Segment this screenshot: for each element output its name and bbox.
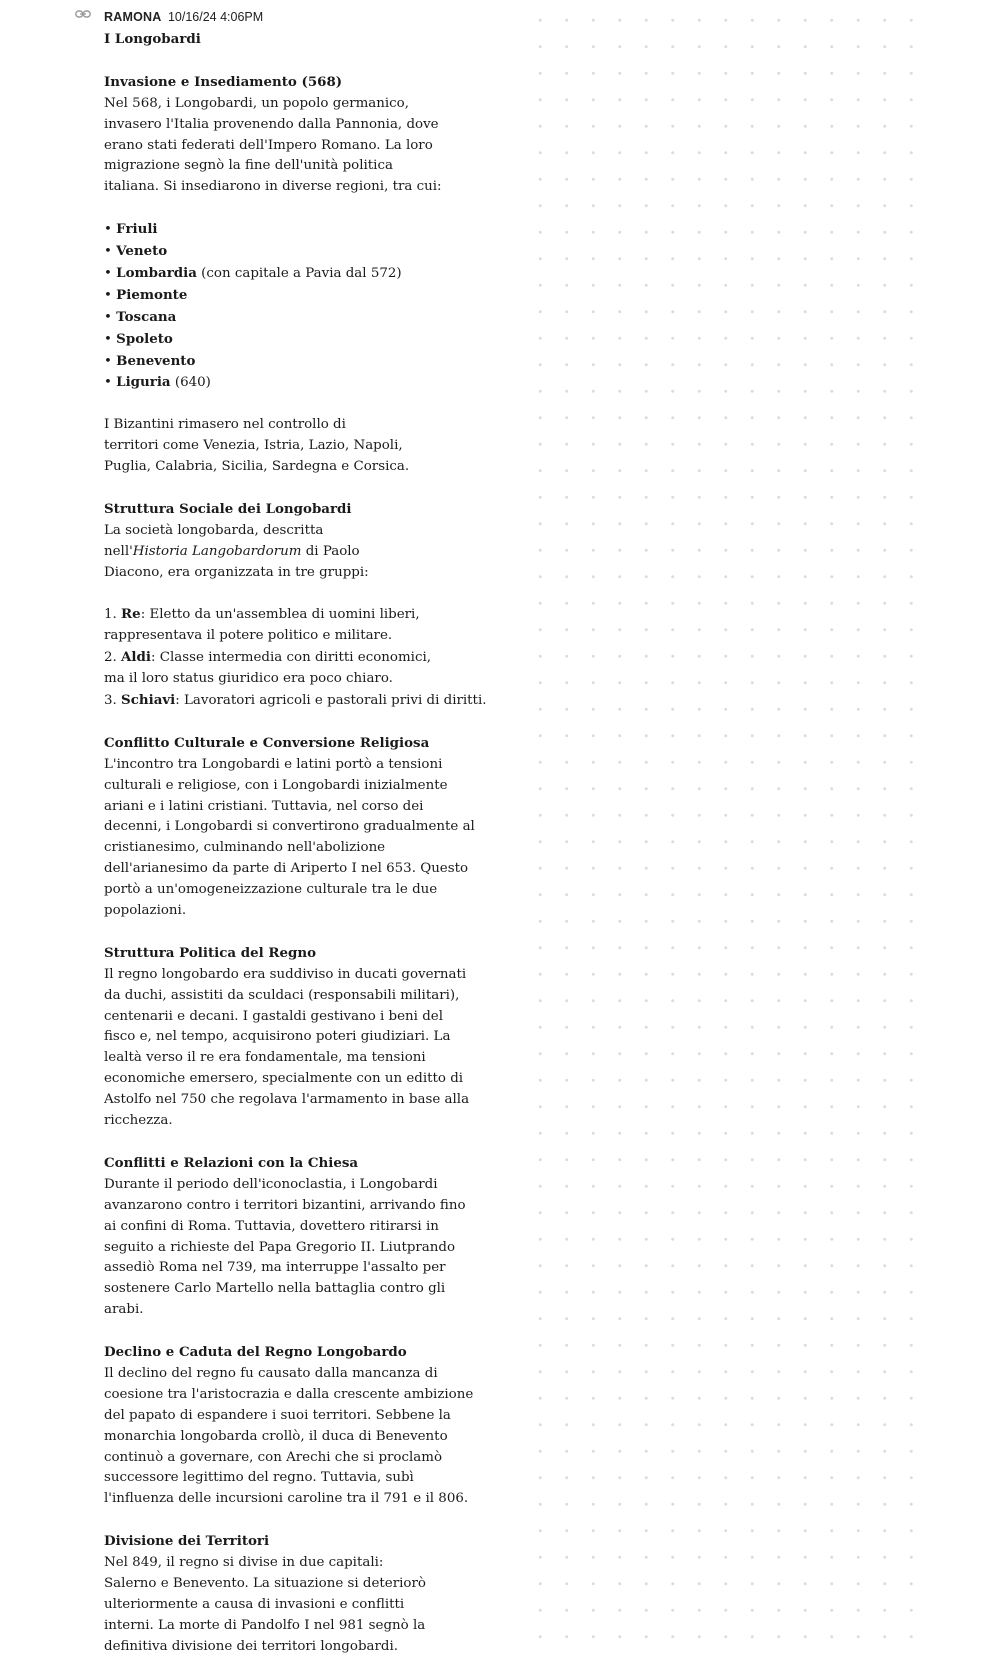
bullet: • <box>104 265 112 281</box>
list-item <box>104 285 524 307</box>
list-item: 2. Aldi: Classe intermedia con diritti economici, <box>104 649 431 666</box>
paragraph-line: ma il loro status giuridico era poco chiaro. <box>104 671 393 687</box>
list-item <box>104 219 524 241</box>
paragraph-line: invasero l'Italia provenendo dalla Pannonia, dove <box>104 116 439 132</box>
section-heading: Declino e Caduta del Regno Longobardo <box>104 1344 407 1361</box>
paragraph-line: Il declino del regno fu causato dalla mancanza di <box>104 1365 438 1381</box>
paragraph-line: Nel 849, il regno si divise in due capitali: <box>104 1555 384 1571</box>
bullet: • <box>104 287 112 303</box>
dot-grid-canvas <box>524 0 934 1647</box>
paragraph-line: coesione tra l'aristocrazia e dalla crescente ambizione <box>104 1386 474 1402</box>
section-heading: Divisione dei Territori <box>104 1533 270 1550</box>
paragraph-line: centenarii e decani. I gastaldi gestivano i beni del <box>104 1008 443 1024</box>
paragraph-line: rappresentava il potere politico e militare. <box>104 628 393 644</box>
paragraph-line: Il regno longobardo era suddiviso in ducati governati <box>104 966 467 982</box>
region-name: Friuli <box>116 221 158 238</box>
link-icon[interactable] <box>75 8 91 20</box>
paragraph-line: popolazioni. <box>104 903 187 919</box>
paragraph-line: definitiva divisione dei territori longobardi. <box>104 1638 399 1654</box>
list-item <box>104 329 524 351</box>
post-timestamp: 10/16/24 4:06PM <box>167 10 264 24</box>
section-heading: Invasione e Insediamento (568) <box>104 73 343 90</box>
bullet: • <box>104 244 112 260</box>
paragraph-line: economiche emersero, specialmente con un editto di <box>104 1071 464 1087</box>
list-item <box>104 372 524 394</box>
paragraph-line: ricchezza. <box>104 1113 173 1129</box>
paragraph-line: l'influenza delle incursioni caroline tra il 791 e il 806. <box>104 1491 469 1507</box>
paragraph-line: Puglia, Calabria, Sicilia, Sardegna e Corsica. <box>104 459 410 475</box>
bullet: • <box>104 353 112 369</box>
paragraph-line: ulteriormente a causa di invasioni e conflitti <box>104 1596 405 1612</box>
paragraph-line: decenni, i Longobardi si convertirono gradualmente al <box>104 819 475 835</box>
paragraph-line: cristianesimo, culminando nell'abolizione <box>104 840 386 856</box>
paragraph-line: Salerno e Benevento. La situazione si deteriorò <box>104 1576 426 1591</box>
region-name: Lombardia <box>116 264 197 281</box>
post-meta <box>104 8 524 26</box>
section-heading: Struttura Politica del Regno <box>104 944 317 961</box>
section-heading: Conflitto Culturale e Conversione Religiosa <box>104 734 430 751</box>
paragraph-line: interni. La morte di Pandolfo I nel 981 segnò la <box>104 1617 426 1633</box>
paragraph-line: del papato di espandere i suoi territori. Sebbene la <box>104 1407 451 1423</box>
bullet: • <box>104 222 112 238</box>
paragraph-line: La società longobarda, descritta <box>104 522 324 538</box>
list-item: 3. Schiavi: Lavoratori agricoli e pastorali privi di diritti. <box>104 692 487 709</box>
paragraph-line: migrazione segnò la fine dell'unità politica <box>104 158 393 174</box>
region-name: Piemonte <box>116 286 188 303</box>
paragraph-line: lealtà verso il re era fondamentale, ma tensioni <box>104 1050 426 1066</box>
paragraph-line: da duchi, assistiti da sculdaci (responsabili militari), <box>104 987 460 1003</box>
region-name: Toscana <box>116 308 177 325</box>
paragraph-line: Diacono, era organizzata in tre gruppi: <box>104 564 369 580</box>
group-term: Aldi <box>121 649 151 666</box>
region-note: (640) <box>170 375 211 391</box>
paragraph-line: ariani e i latini cristiani. Tuttavia, nel corso dei <box>104 798 424 814</box>
region-name: Liguria <box>116 374 171 391</box>
paragraph-line: L'incontro tra Longobardi e latini portò a tensioni <box>104 756 443 772</box>
paragraph-line: successore legittimo del regno. Tuttavia, subì <box>104 1470 414 1486</box>
list-item <box>104 307 524 329</box>
paragraph-line: fisco e, nel tempo, acquisirono poteri giudiziari. La <box>104 1029 451 1045</box>
section-heading: Conflitti e Relazioni con la Chiesa <box>104 1154 359 1171</box>
paragraph-line: monarchia longobarda crollò, il duca di Benevento <box>104 1428 448 1444</box>
region-name: Benevento <box>116 352 196 369</box>
region-note: (con capitale a Pavia dal 572) <box>196 265 402 281</box>
paragraph-line: nell'Historia Langobardorum di Paolo <box>104 543 360 559</box>
bullet: • <box>104 309 112 325</box>
paragraph-line: Nel 568, i Longobardi, un popolo germanico, <box>104 95 410 111</box>
list-item: 1. Re: Eletto da un'assemblea di uomini liberi, <box>104 606 420 623</box>
paragraph-line: erano stati federati dell'Impero Romano. La loro <box>104 137 433 153</box>
bullet: • <box>104 375 112 391</box>
paragraph-line: portò a un'omogeneizzazione culturale tra le due <box>104 882 438 898</box>
list-item <box>104 241 524 263</box>
paragraph-line: assediò Roma nel 739, ma interruppe l'assalto per <box>104 1260 446 1276</box>
paragraph-line: continuò a governare, con Arechi che si proclamò <box>104 1449 443 1465</box>
section-heading: Struttura Sociale dei Longobardi <box>104 500 352 517</box>
paragraph-line: I Bizantini rimasero nel controllo di <box>104 417 346 433</box>
note-post <box>104 8 524 1658</box>
paragraph-line: sostenere Carlo Martello nella battaglia contro gli <box>104 1281 446 1297</box>
region-name: Veneto <box>116 243 168 260</box>
paragraph-line: ai confini di Roma. Tuttavia, dovettero ritirarsi in <box>104 1218 439 1234</box>
group-term: Schiavi <box>121 692 176 709</box>
paragraph-line: arabi. <box>104 1302 144 1318</box>
group-term: Re <box>121 606 141 623</box>
paragraph-line: Astolfo nel 750 che regolava l'armamento in base alla <box>104 1092 470 1108</box>
book-title: Historia Langobardorum <box>132 543 302 559</box>
region-name: Spoleto <box>116 330 173 347</box>
paragraph-line: Durante il periodo dell'iconoclastia, i Longobardi <box>104 1176 438 1192</box>
paragraph-line: dell'arianesimo da parte di Ariperto I nel 653. Questo <box>104 861 469 877</box>
paragraph-line: italiana. Si insediarono in diverse regioni, tra cui: <box>104 179 442 195</box>
paragraph-line: territori come Venezia, Istria, Lazio, Napoli, <box>104 438 403 454</box>
paragraph-line: culturali e religiose, con i Longobardi inizialmente <box>104 777 448 793</box>
post-title: I Longobardi <box>104 31 201 47</box>
paragraph-line: seguito a richieste del Papa Gregorio II. Liutprando <box>104 1239 456 1255</box>
list-item <box>104 263 524 285</box>
bullet: • <box>104 331 112 347</box>
post-content <box>104 29 524 1658</box>
author-name[interactable]: RAMONA <box>104 10 162 24</box>
list-item <box>104 351 524 373</box>
paragraph-line: avanzarono contro i territori bizantini, arrivando fino <box>104 1197 466 1213</box>
